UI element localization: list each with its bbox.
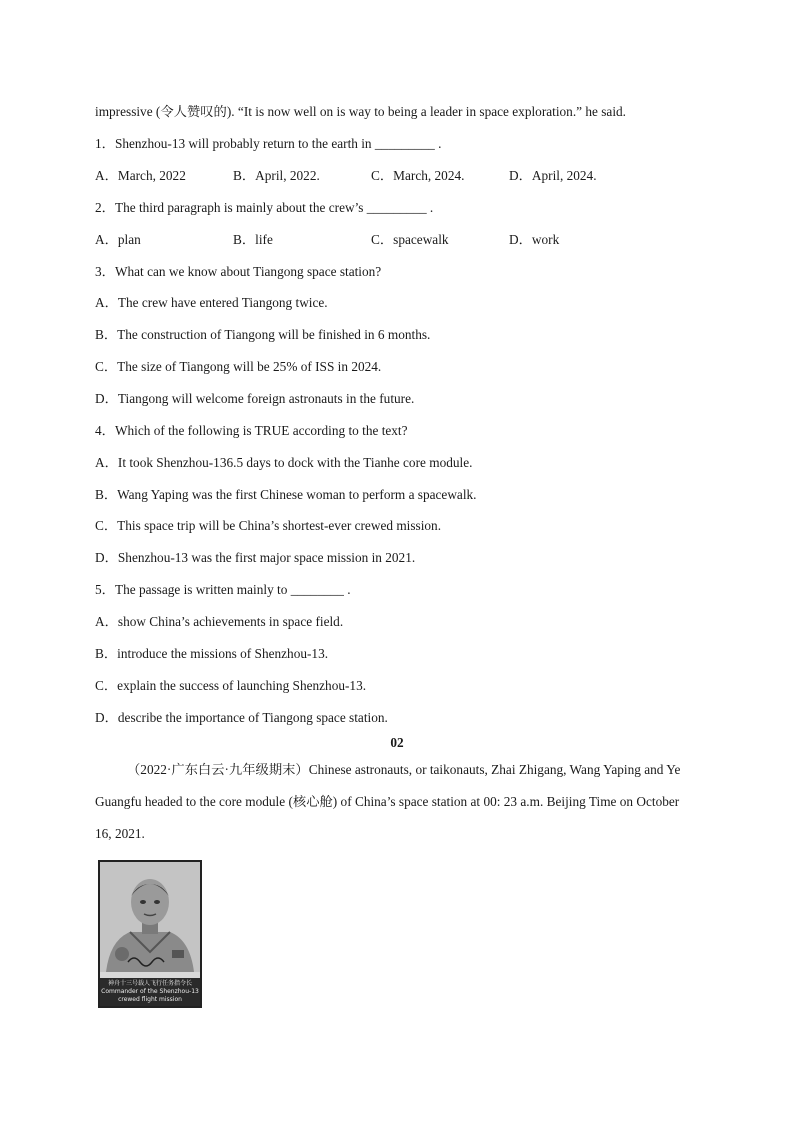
question-5-option-c: C．explain the success of launching Shenzhou-13. (95, 678, 367, 693)
question-3-option-c: C．The size of Tiangong will be 25% of ISS in 2024. (95, 359, 382, 374)
question-5-option-a: A．show China’s achievements in space field. (95, 614, 344, 629)
question-2-option-a: A．plan (95, 232, 141, 247)
question-5-stem: 5．The passage is written mainly to ________ . (95, 582, 351, 597)
photo-caption-line-1: 神舟十三号载人飞行任务指令长 (107, 980, 192, 987)
section-number: 02 (390, 735, 404, 750)
passage-line-3: 16, 2021. (95, 826, 145, 841)
question-3-option-d: D．Tiangong will welcome foreign astronauts in the future. (95, 391, 415, 406)
question-1-stem: 1．Shenzhou-13 will probably return to the earth in _________ . (95, 136, 442, 151)
question-4-option-b: B．Wang Yaping was the first Chinese woman to perform a spacewalk. (95, 487, 477, 502)
question-4-option-c: C．This space trip will be China’s shortest-ever crewed mission. (95, 518, 442, 533)
passage-line-2: Guangfu headed to the core module (核心舱) of China’s space station at 00: 23 a.m. Beijing Time on October (95, 794, 680, 809)
question-4-stem: 4．Which of the following is TRUE according to the text? (95, 423, 408, 438)
photo-caption (100, 980, 200, 1004)
question-1-option-a: A．March, 2022 (95, 168, 186, 183)
question-2-option-c: C．spacewalk (371, 232, 449, 247)
question-3-option-a: A．The crew have entered Tiangong twice. (95, 295, 328, 310)
question-5-option-d: D．describe the importance of Tiangong space station. (95, 710, 388, 725)
photo-caption-line-3: crewed flight mission (118, 996, 182, 1003)
question-4-option-d: D．Shenzhou-13 was the first major space mission in 2021. (95, 550, 416, 565)
passage-line-1: （2022·广东白云·九年级期末）Chinese astronauts, or taikonauts, Zhai Zhigang, Wang Yaping and Ye (127, 762, 681, 777)
question-3-stem: 3．What can we know about Tiangong space station? (95, 264, 382, 279)
question-4-option-a: A．It took Shenzhou-136.5 days to dock with the Tianhe core module. (95, 455, 473, 470)
question-1-option-b: B．April, 2022. (233, 168, 320, 183)
astronaut-photo (98, 860, 202, 1008)
photo-caption-line-2: Commander of the Shenzhou-13 (101, 988, 199, 995)
question-1-option-d: D．April, 2024. (509, 168, 597, 183)
intro-line: impressive (令人赞叹的). “It is now well on is way to being a leader in space exploration.” he said. (95, 104, 626, 119)
question-5-option-b: B．introduce the missions of Shenzhou-13. (95, 646, 329, 661)
question-1-option-c: C．March, 2024. (371, 168, 465, 183)
question-2-option-d: D．work (509, 232, 560, 247)
question-2-stem: 2．The third paragraph is mainly about the crew’s _________ . (95, 200, 434, 215)
question-3-option-b: B．The construction of Tiangong will be finished in 6 months. (95, 327, 431, 342)
question-2-option-b: B．life (233, 232, 273, 247)
